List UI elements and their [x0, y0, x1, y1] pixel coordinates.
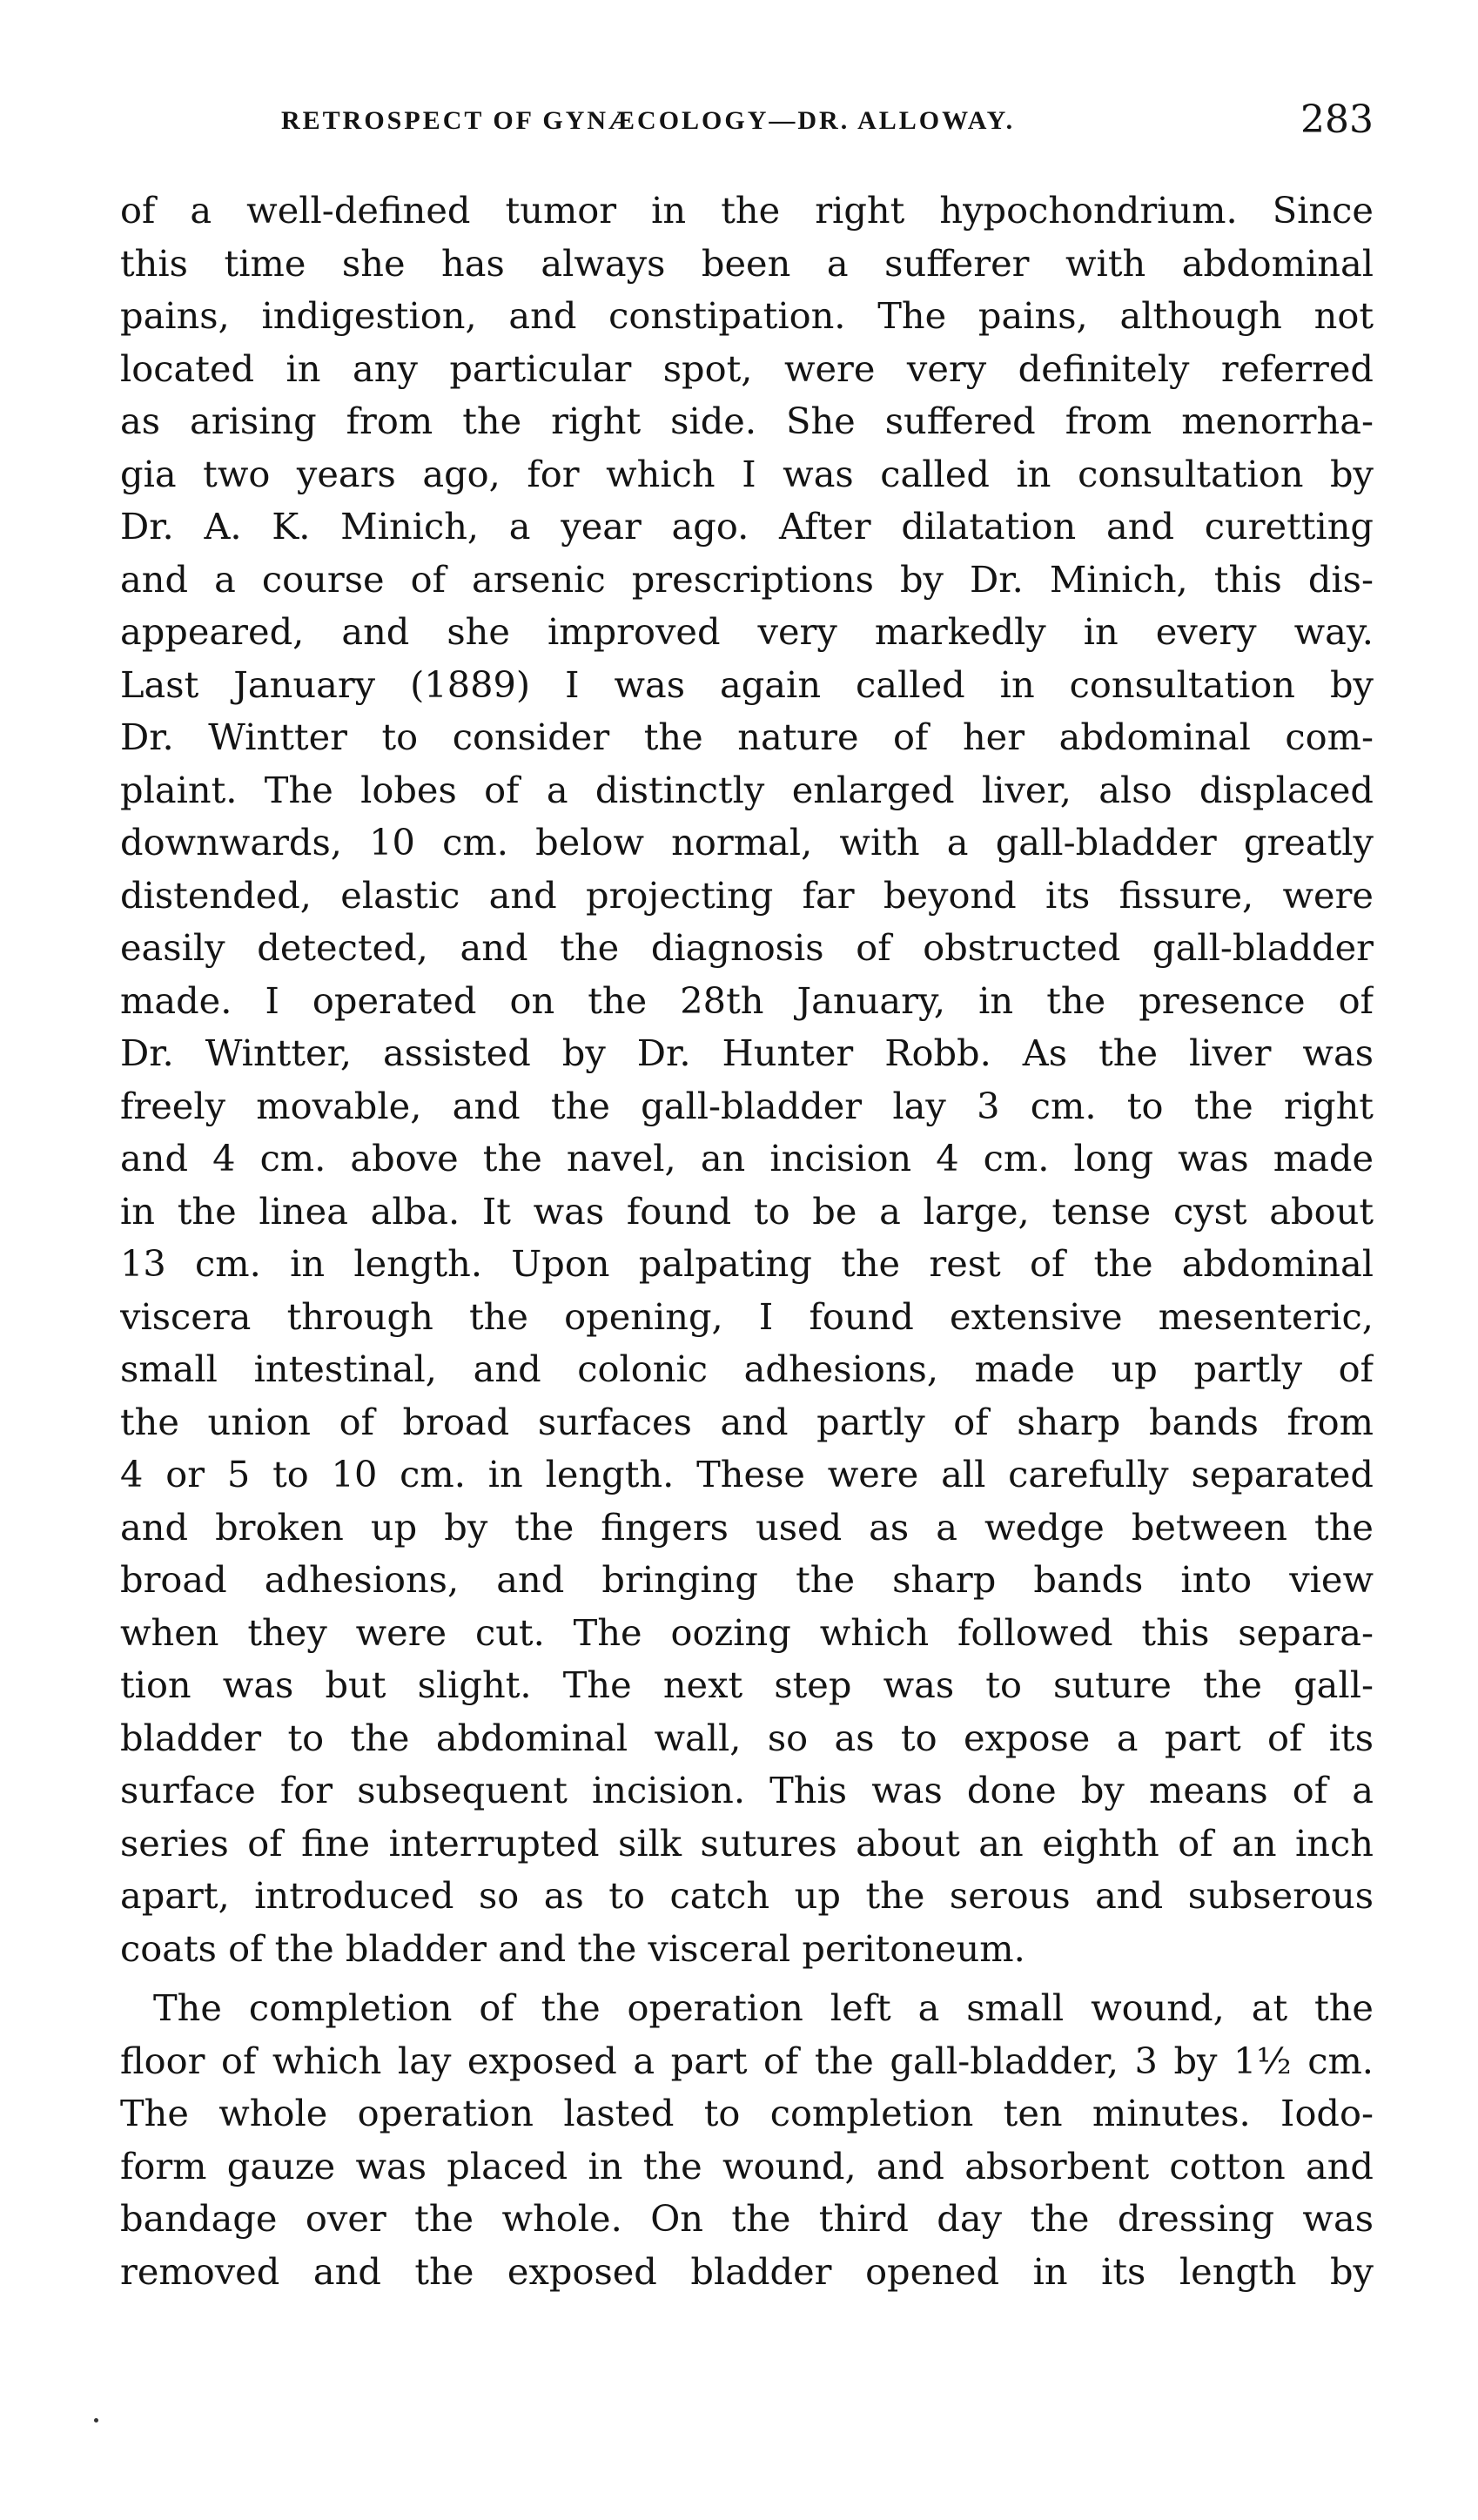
- text-line: when they were cut. The oozing which followed this separa-: [120, 1610, 1374, 1654]
- text-line: The completion of the operation left a small wound, at the: [153, 1986, 1374, 2029]
- text-line: made. I operated on the 28th January, in the presence of: [120, 978, 1374, 1022]
- text-line: The whole operation lasted to completion ten minutes. Iodo-: [120, 2092, 1374, 2134]
- text-line: Dr. Wintter to consider the nature of her abdominal com-: [120, 716, 1374, 758]
- page-number: 283: [1300, 97, 1374, 142]
- text-line: Dr. Wintter, assisted by Dr. Hunter Robb. As the liver was: [120, 1032, 1374, 1074]
- text-line: floor of which lay exposed a part of the gall-bladder, 3 by 1½ cm.: [120, 2039, 1374, 2082]
- text-line: Last January (1889) I was again called in consultation by: [120, 662, 1374, 706]
- text-line: of a well-defined tumor in the right hypochondrium. Since: [120, 189, 1374, 232]
- text-line: Dr. A. K. Minich, a year ago. After dilatation and curetting: [120, 505, 1374, 548]
- text-line: 13 cm. in length. Upon palpating the rest of the abdominal: [120, 1242, 1374, 1285]
- paragraph: [120, 1982, 1374, 2298]
- text-line: and a course of arsenic prescriptions by Dr. Minich, this dis-: [120, 557, 1374, 601]
- text-line: series of fine interrupted silk sutures about an eighth of an inch: [120, 1821, 1374, 1865]
- paragraph: [120, 185, 1374, 1975]
- text-line: bladder to the abdominal wall, so as to expose a part of its: [120, 1716, 1374, 1759]
- text-line: distended, elastic and projecting far beyond its fissure, were: [120, 873, 1374, 917]
- text-line: this time she has always been a sufferer with abdominal: [120, 241, 1374, 285]
- text-line: easily detected, and the diagnosis of obstructed gall-bladder: [120, 926, 1374, 969]
- text-line: removed and the exposed bladder opened in its length by: [120, 2249, 1374, 2293]
- text-line: the union of broad surfaces and partly of sharp bands from: [120, 1400, 1374, 1443]
- text-line: apart, introduced so as to catch up the serous and subserous: [120, 1874, 1374, 1917]
- text-line: downwards, 10 cm. below normal, with a gall-bladder greatly: [120, 821, 1374, 864]
- text-line: appeared, and she improved very markedly in every way.: [120, 610, 1374, 653]
- text-line: gia two years ago, for which I was called in consultation by: [120, 452, 1374, 495]
- text-line: freely movable, and the gall-bladder lay 3 cm. to the right: [120, 1084, 1374, 1127]
- text-line: surface for subsequent incision. This was done by means of a: [120, 1769, 1374, 1811]
- text-line: broad adhesions, and bringing the sharp bands into view: [120, 1558, 1374, 1601]
- paragraph-break: [120, 1975, 1374, 1982]
- text-line: small intestinal, and colonic adhesions, made up partly of: [120, 1347, 1374, 1390]
- text-line: as arising from the right side. She suffered from menorrha-: [120, 400, 1374, 442]
- text-line: and 4 cm. above the navel, an incision 4 cm. long was made: [120, 1137, 1374, 1179]
- text-line: viscera through the opening, I found extensive mesenteric,: [120, 1294, 1374, 1338]
- text-line: coats of the bladder and the visceral peritoneum.: [120, 1926, 1025, 1970]
- text-line: in the linea alba. It was found to be a large, tense cyst about: [120, 1189, 1374, 1233]
- text-line: 4 or 5 to 10 cm. in length. These were all carefully separated: [120, 1453, 1374, 1495]
- text-line: and broken up by the fingers used as a wedge between the: [120, 1505, 1374, 1549]
- text-line: plaint. The lobes of a distinctly enlarged liver, also displaced: [120, 768, 1374, 811]
- ink-speck: [94, 2418, 98, 2423]
- running-head: [120, 97, 1374, 150]
- body-text: [120, 185, 1374, 2298]
- text-line: tion was but slight. The next step was to suture the gall-: [120, 1663, 1374, 1706]
- running-title: RETROSPECT OF GYNÆCOLOGY—DR. ALLOWAY.: [281, 106, 1016, 135]
- text-line: pains, indigestion, and constipation. The pains, although not: [120, 294, 1374, 337]
- text-line: located in any particular spot, were very definitely referred: [120, 346, 1374, 390]
- text-line: form gauze was placed in the wound, and absorbent cotton and: [120, 2144, 1374, 2187]
- text-line: bandage over the whole. On the third day the dressing was: [120, 2197, 1374, 2240]
